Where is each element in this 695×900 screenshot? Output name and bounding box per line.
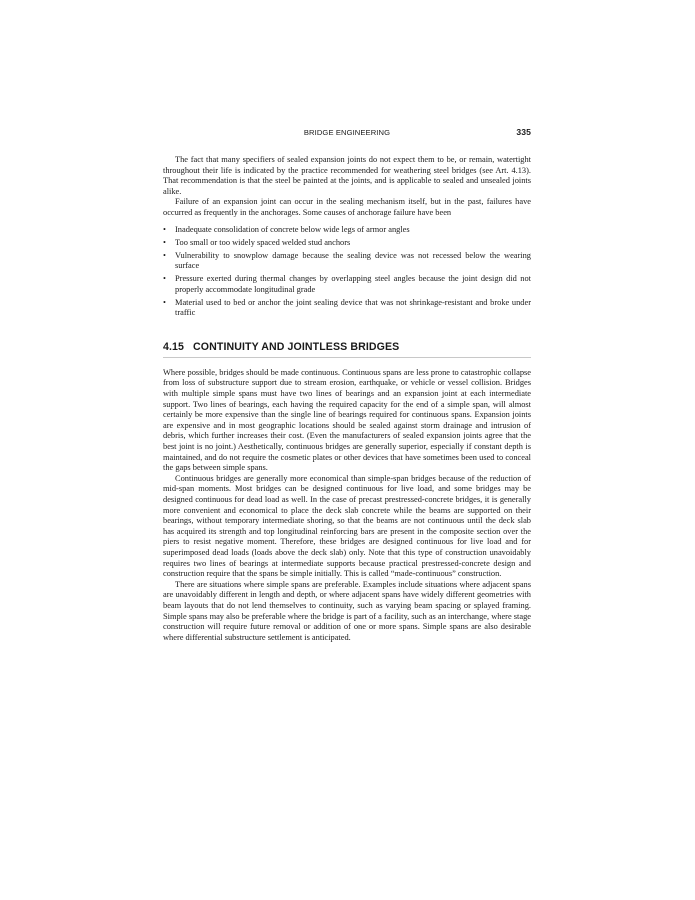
- running-header: [163, 126, 531, 140]
- list-item: [163, 238, 531, 249]
- section-heading: [163, 341, 531, 358]
- bullet-icon: •: [163, 237, 166, 247]
- list-item: [163, 251, 531, 272]
- section-number: 4.15: [163, 340, 185, 353]
- list-item-text: Too small or too widely spaced welded stud anchors: [175, 237, 351, 247]
- list-item: [163, 298, 531, 319]
- section-paragraph-3: There are situations where simple spans are preferable. Examples include situations where adjacent spans are unavoidably different in length and depth, or where adjacent spans have widely different geometries with beam layouts that do not lend themselves to continuity, such as varying beam spacing or splayed framing. Simple spans may also be preferable where the bridge is part of a facility, such as an interchange, where stage construction will require future removal or addition of one or more spans. Simple spans are also desirable where differential substructure settlement is anticipated.: [163, 579, 531, 642]
- bullet-icon: •: [163, 274, 166, 284]
- intro-paragraph-1: The fact that many specifiers of sealed expansion joints do not expect them to be, or remain, watertight throughout their life is indicated by the practice recommended for weathering steel bridges (see Art. 4.13). That recommendation is that the steel be painted at the joints, and is applicable to sealed and unsealed joints alike.: [163, 155, 531, 196]
- anchorage-failure-list: [163, 225, 531, 319]
- list-item-text: Vulnerability to snowplow damage because the sealing device was not recessed below the wearing surface: [175, 250, 531, 271]
- bullet-icon: •: [163, 250, 166, 260]
- bullet-icon: •: [163, 297, 166, 307]
- page-number: 335: [516, 127, 531, 137]
- section-paragraph-2: Continuous bridges are generally more economical than simple-span bridges because of the reduction of mid-span moments. Most bridges can be designed continuous for live load, and some bridges may be designed continuous for dead load as well. In the case of precast prestressed-concrete bridges, it is generally more convenient and economical to place the deck slab concrete while the beams are supported on their bearings, without temporary intermediate shoring, so that the beams are not continuous until the deck slab has acquired its strength and top longitudinal reinforcing bars are present in the composite section over the piers to resist negative moment. Therefore, these bridges are designed continuous for live load and for superimposed dead loads (loads above the deck slab) only. Note that this type of construction unavoidably requires two lines of bearings at intermediate supports because practical prestressed-concrete design and construction require that the spans be simple initially. This is called “made-continuous” construction.: [163, 473, 531, 579]
- bullet-icon: •: [163, 224, 166, 234]
- list-item-text: Pressure exerted during thermal changes by overlapping steel angles because the joint design did not properly accommodate longitudinal grade: [175, 274, 531, 294]
- list-item: [163, 274, 531, 295]
- section-title: CONTINUITY AND JOINTLESS BRIDGES: [193, 340, 400, 353]
- list-item-text: Material used to bed or anchor the joint sealing device that was not shrinkage-resistant and broke under traffic: [175, 297, 531, 318]
- running-title: BRIDGE ENGINEERING: [303, 128, 391, 137]
- list-item: [163, 225, 531, 236]
- section-paragraph-1: Where possible, bridges should be made continuous. Continuous spans are less prone to catastrophic collapse from loss of substructure support due to stream erosion, earthquake, or vehicle or vessel collision. Bridges with multiple simple spans must have two lines of bearings and an expansion joint at each intermediate support. Two lines of bearings, each having the required capacity for the end of a simple span, will almost certainly be more expensive than the single line of bearings required for continuous spans. Expansion joints are expensive and in most geographic locations should be sealed against storm drainage and intrusion of debris, which further increases their cost. (Even the manufacturers of sealed expansion joints agree that the best joint is no joint.) Aesthetically, continuous bridges are generally superior, especially if constant depth is maintained, and do not require the cosmetic plates or other devices that have sometimes been used to conceal the gaps between simple spans.: [163, 367, 531, 473]
- book-page: [163, 126, 531, 643]
- intro-paragraph-2: Failure of an expansion joint can occur in the sealing mechanism itself, but in the past, failures have occurred as frequently in the anchorages. Some causes of anchorage failure have been: [163, 197, 531, 217]
- list-item-text: Inadequate consolidation of concrete below wide legs of armor angles: [175, 224, 410, 234]
